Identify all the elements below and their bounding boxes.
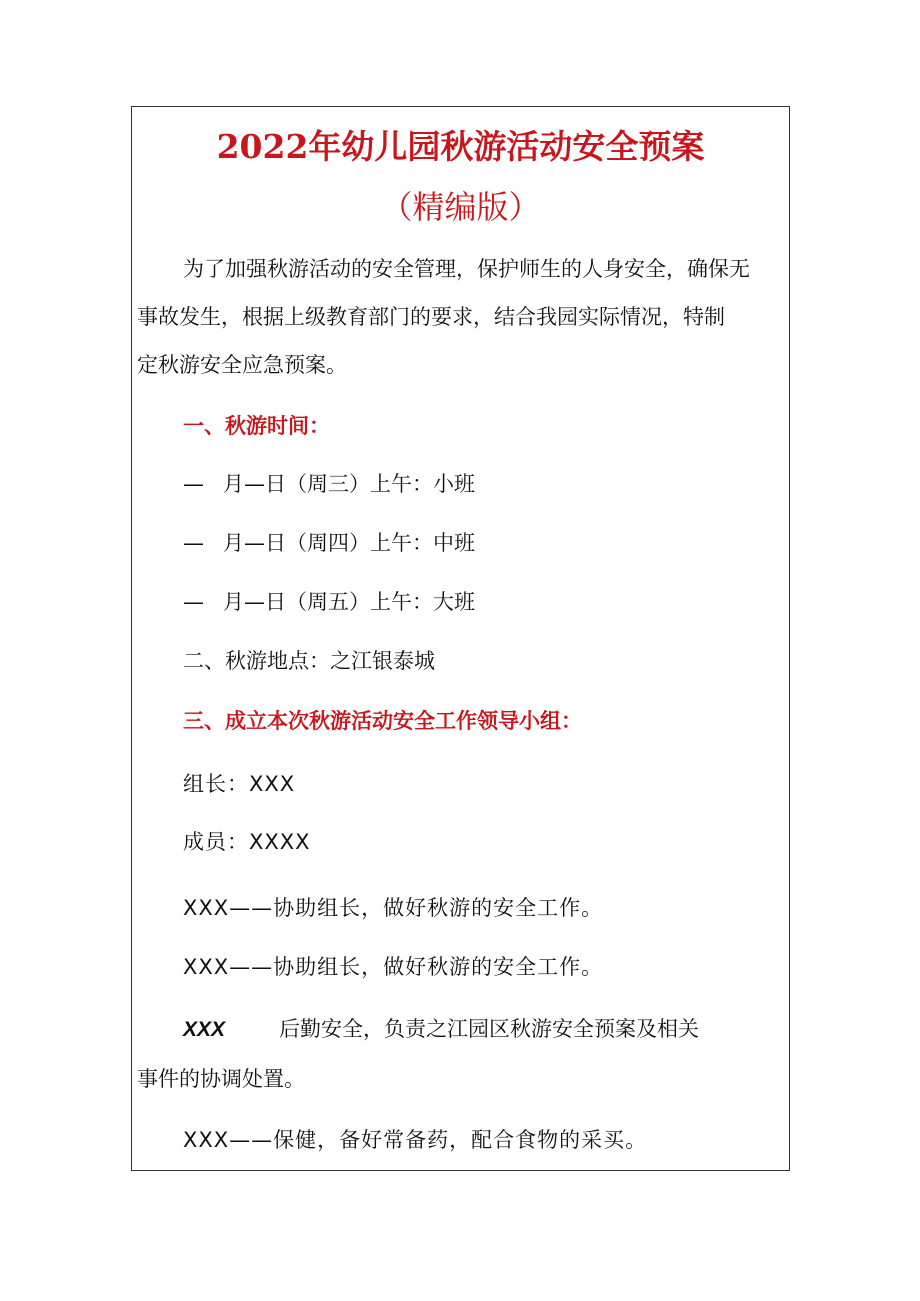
intro-line-2: 事故发生，根据上级教育部门的要求，结合我园实际情况，特制 xyxy=(137,305,725,329)
team-members: 成员：XXXX xyxy=(183,830,311,854)
duty-line-3 xyxy=(183,1014,699,1045)
schedule-text: 月—日（周四）上午：中班 xyxy=(223,531,475,555)
document-title: 2022年幼儿园秋游活动安全预案 xyxy=(216,127,705,166)
schedule-item xyxy=(183,587,475,617)
schedule-item xyxy=(183,469,475,499)
intro-line-1: 为了加强秋游活动的安全管理，保护师生的人身安全，确保无 xyxy=(183,257,750,281)
schedule-dash: — xyxy=(183,531,204,555)
section-heading-team: 三、成立本次秋游活动安全工作领导小组： xyxy=(183,709,582,733)
duty-line-1: XXX——协助组长，做好秋游的安全工作。 xyxy=(183,896,604,920)
document-frame xyxy=(131,106,790,1171)
duty-line-3-continued: 事件的协调处置。 xyxy=(137,1067,305,1091)
schedule-dash: — xyxy=(183,472,204,496)
schedule-dash: — xyxy=(183,590,204,614)
schedule-text: 月—日（周五）上午：大班 xyxy=(223,590,475,614)
schedule-item xyxy=(183,528,475,558)
duty-3-name: XXX xyxy=(183,1018,226,1041)
schedule-text: 月—日（周三）上午：小班 xyxy=(223,472,475,496)
section-location: 二、秋游地点：之江银泰城 xyxy=(183,649,435,673)
intro-line-3: 定秋游安全应急预案。 xyxy=(137,353,347,377)
team-leader: 组长：XXX xyxy=(183,772,296,796)
duty-line-4: XXX——保健，备好常备药，配合食物的采买。 xyxy=(183,1128,648,1152)
document-subtitle: （精编版） xyxy=(380,188,541,226)
section-heading-time: 一、秋游时间： xyxy=(183,414,330,438)
duty-line-2: XXX——协助组长，做好秋游的安全工作。 xyxy=(183,955,604,979)
duty-3-text: 后勤安全，负责之江园区秋游安全预案及相关 xyxy=(279,1017,699,1041)
